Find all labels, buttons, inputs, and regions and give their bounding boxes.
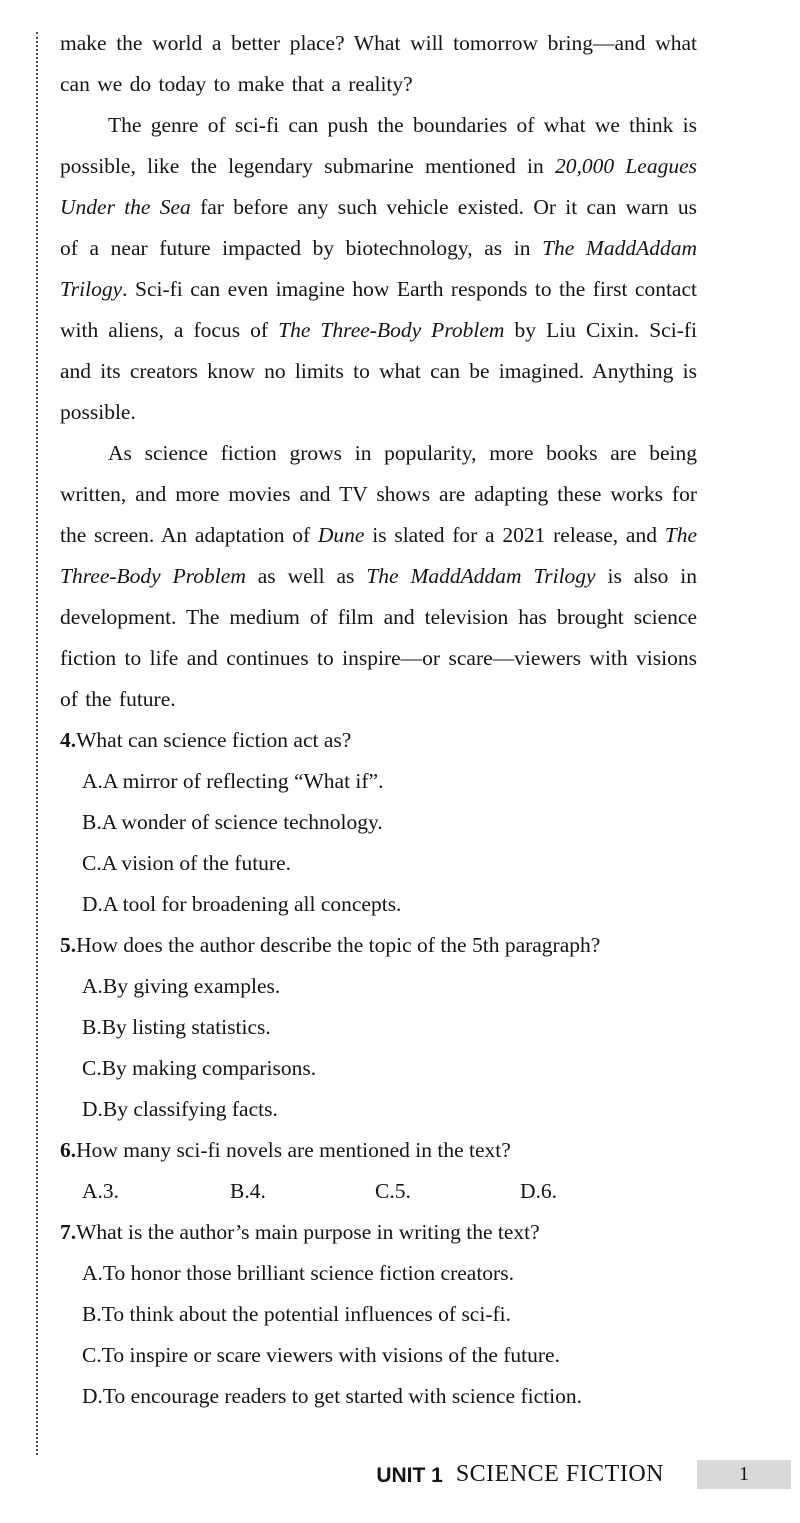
option-c: C.To inspire or scare viewers with visions of the future. [82, 1343, 560, 1367]
paragraph-genre [60, 105, 697, 433]
text-run: as well as [245, 564, 367, 588]
option-d: D.To encourage readers to get started with science fiction. [82, 1384, 582, 1408]
question-6 [60, 1130, 697, 1212]
text-run: by Liu Cixin. Sci-fi and its creators know no limits to what can be imagined. Anything is possible. [60, 318, 697, 424]
option-a: A.3. [82, 1179, 120, 1203]
paragraph-popularity [60, 433, 697, 720]
unit-title: SCIENCE FICTION [455, 1461, 664, 1487]
book-title: The Three-Body Problem [60, 523, 697, 588]
text-run: The genre of sci-fi can push the boundaries of what we think is possible, like the legendary submarine mentioned in [60, 113, 697, 178]
book-title: The MaddAddam Trilogy [366, 564, 596, 588]
option-b: B.A wonder of science technology. [82, 810, 383, 834]
question-4 [60, 720, 697, 925]
option-d: D.A tool for broadening all concepts. [82, 892, 402, 916]
option-b: B.By listing statistics. [82, 1015, 271, 1039]
book-title: The MaddAddam Trilogy [60, 236, 697, 301]
unit-label: UNIT 1 [376, 1463, 443, 1487]
page-content [60, 23, 697, 1417]
question-text: What can science fiction act as? [76, 728, 352, 752]
text-run: far before any such vehicle existed. Or it can warn us of a near future impacted by biotechnology, as in [60, 195, 697, 260]
text-run: is also in development. The medium of film and television has brought science fiction to life and continues to inspire—or scare—viewers with visions of the future. [60, 564, 698, 711]
text-run: is slated for a 2021 release, and [364, 523, 665, 547]
question-7 [60, 1212, 697, 1417]
option-b: B.To think about the potential influences of sci-fi. [82, 1302, 511, 1326]
text-run: . Sci-fi can even imagine how Earth responds to the first contact with aliens, a focus of [60, 277, 697, 342]
option-a: A.By giving examples. [82, 974, 281, 998]
question-text: How many sci-fi novels are mentioned in the text? [76, 1138, 511, 1162]
option-c: C.A vision of the future. [82, 851, 292, 875]
question-text: How does the author describe the topic of the 5th paragraph? [76, 933, 601, 957]
option-b: B.4. [230, 1179, 266, 1203]
text-run: make the world a better place? What will tomorrow bring—and what can we do today to make that a reality? [60, 31, 697, 96]
question-6-options-row [60, 1171, 697, 1212]
question-text: What is the author’s main purpose in writing the text? [76, 1220, 540, 1244]
page-footer [0, 1460, 791, 1489]
question-7-stem [60, 1212, 697, 1253]
page-number: 1 [739, 1463, 749, 1485]
option-d: D.6. [520, 1179, 558, 1203]
option-d: D.By classifying facts. [82, 1097, 278, 1121]
paragraph-continuation [60, 23, 697, 105]
question-number: 4. [60, 728, 77, 752]
question-number: 7. [60, 1220, 77, 1244]
option-a: A.A mirror of reflecting “What if”. [82, 769, 384, 793]
option-a: A.To honor those brilliant science fiction creators. [82, 1261, 514, 1285]
option-c: C.By making comparisons. [82, 1056, 317, 1080]
option-c: C.5. [375, 1179, 411, 1203]
question-number: 5. [60, 933, 77, 957]
question-5-stem [60, 925, 697, 966]
question-4-stem [60, 720, 697, 761]
book-title: 20,000 Leagues Under the Sea [60, 154, 697, 219]
page-number-badge [697, 1460, 791, 1489]
question-6-stem [60, 1130, 697, 1171]
question-5 [60, 925, 697, 1130]
book-title: The Three-Body Problem [278, 318, 505, 342]
text-run: As science fiction grows in popularity, more books are being written, and more movies and TV shows are adapting these works for the screen. An adaptation of [60, 441, 697, 547]
book-title: Dune [317, 523, 365, 547]
question-number: 6. [60, 1138, 77, 1162]
margin-dotted-rule [36, 32, 38, 1455]
